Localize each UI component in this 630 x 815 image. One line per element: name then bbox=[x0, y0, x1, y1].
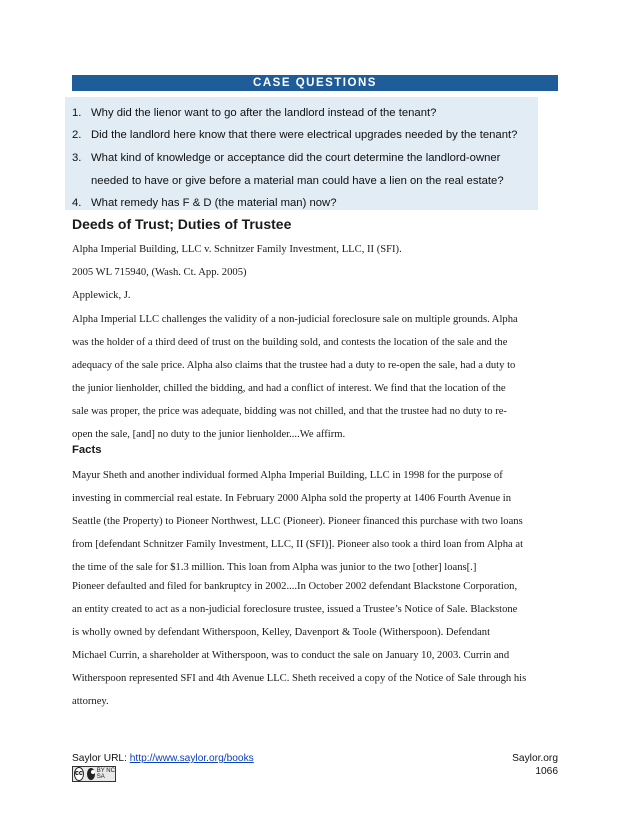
question-text: Did the landlord here know that there were electrical upgrades needed by the tenant? bbox=[91, 129, 518, 141]
paragraph-line: the junior lienholder, chilled the bidding, and had a conflict of interest. We find that the location of the bbox=[72, 383, 506, 394]
section-heading: Deeds of Trust; Duties of Trustee bbox=[72, 216, 292, 232]
judge-name: Applewick, J. bbox=[72, 290, 131, 301]
case-reporter-citation: 2005 WL 715940, (Wash. Ct. App. 2005) bbox=[72, 267, 247, 278]
footer-site: Saylor.org bbox=[512, 753, 558, 764]
paragraph-line: adequacy of the sale price. Alpha also claims that the trustee had a duty to re-open the sale, had a duty to bbox=[72, 360, 516, 371]
paragraph-line: Michael Currin, a shareholder at Witherspoon, was to conduct the sale on January 10, 2003. Currin and bbox=[72, 650, 510, 661]
question-text: needed to have or give before a material man could have a lien on the real estate? bbox=[91, 175, 504, 187]
question-text: Why did the lienor want to go after the landlord instead of the tenant? bbox=[91, 107, 437, 119]
question-number: 4. bbox=[72, 197, 82, 209]
footer-url-label: Saylor URL: bbox=[72, 753, 130, 764]
paragraph-line: open the sale, [and] no duty to the junior lienholder....We affirm. bbox=[72, 429, 346, 440]
page-number: 1066 bbox=[535, 766, 558, 777]
paragraph-line: Alpha Imperial LLC challenges the validity of a non-judicial foreclosure sale on multiple grounds. Alpha bbox=[72, 314, 518, 325]
case-citation: Alpha Imperial Building, LLC v. Schnitzer Family Investment, LLC, II (SFI). bbox=[72, 244, 402, 255]
creative-commons-license-badge[interactable] bbox=[72, 766, 116, 782]
paragraph-line: Seattle (the Property) to Pioneer Northwest, LLC (Pioneer). Pioneer financed this purchase with two loans bbox=[72, 516, 523, 527]
license-terms: BY NC SA bbox=[96, 768, 115, 780]
question-number: 2. bbox=[72, 129, 82, 141]
paragraph-line: Witherspoon represented SFI and 4th Avenue LLC. Sheth received a copy of the Notice of Sale through his bbox=[72, 673, 527, 684]
paragraph-line: from [defendant Schnitzer Family Investment, LLC, II (SFI)]. Pioneer also took a third loan from Alpha at bbox=[72, 539, 524, 550]
cc-icon: cc bbox=[74, 767, 84, 781]
saylor-books-link[interactable]: http://www.saylor.org/books bbox=[129, 753, 254, 764]
facts-heading: Facts bbox=[72, 444, 102, 456]
paragraph-line: attorney. bbox=[72, 696, 109, 707]
paragraph-line: was the holder of a third deed of trust on the building sold, and contests the location of the sale and the bbox=[72, 337, 508, 348]
paragraph-line: the time of the sale for $1.3 million. This loan from Alpha was junior to the two [other] loans[.] bbox=[72, 562, 477, 573]
paragraph-line: Mayur Sheth and another individual formed Alpha Imperial Building, LLC in 1998 for the purpose of bbox=[72, 470, 503, 481]
paragraph-line: sale was proper, the price was adequate, bidding was not chilled, and that the trustee had no duty to re- bbox=[72, 406, 507, 417]
question-number: 3. bbox=[72, 152, 82, 164]
question-number: 1. bbox=[72, 107, 82, 119]
paragraph-line: Pioneer defaulted and filed for bankruptcy in 2002....In October 2002 defendant Blackstone Corporation, bbox=[72, 581, 518, 592]
attribution-icon bbox=[87, 768, 95, 780]
paragraph-line: investing in commercial real estate. In February 2000 Alpha sold the property at 1406 Fourth Avenue in bbox=[72, 493, 512, 504]
paragraph-line: an entity created to act as a non-judicial foreclosure trustee, issued a Trustee’s Notice of Sale. Blackstone bbox=[72, 604, 518, 615]
paragraph-line: is wholly owned by defendant Witherspoon, Kelley, Davenport & Toole (Witherspoon). Defendant bbox=[72, 627, 491, 638]
question-text: What kind of knowledge or acceptance did the court determine the landlord-owner bbox=[91, 152, 501, 164]
question-text: What remedy has F & D (the material man) now? bbox=[91, 197, 337, 209]
case-questions-header: CASE QUESTIONS bbox=[72, 75, 558, 91]
footer-source bbox=[72, 753, 254, 764]
